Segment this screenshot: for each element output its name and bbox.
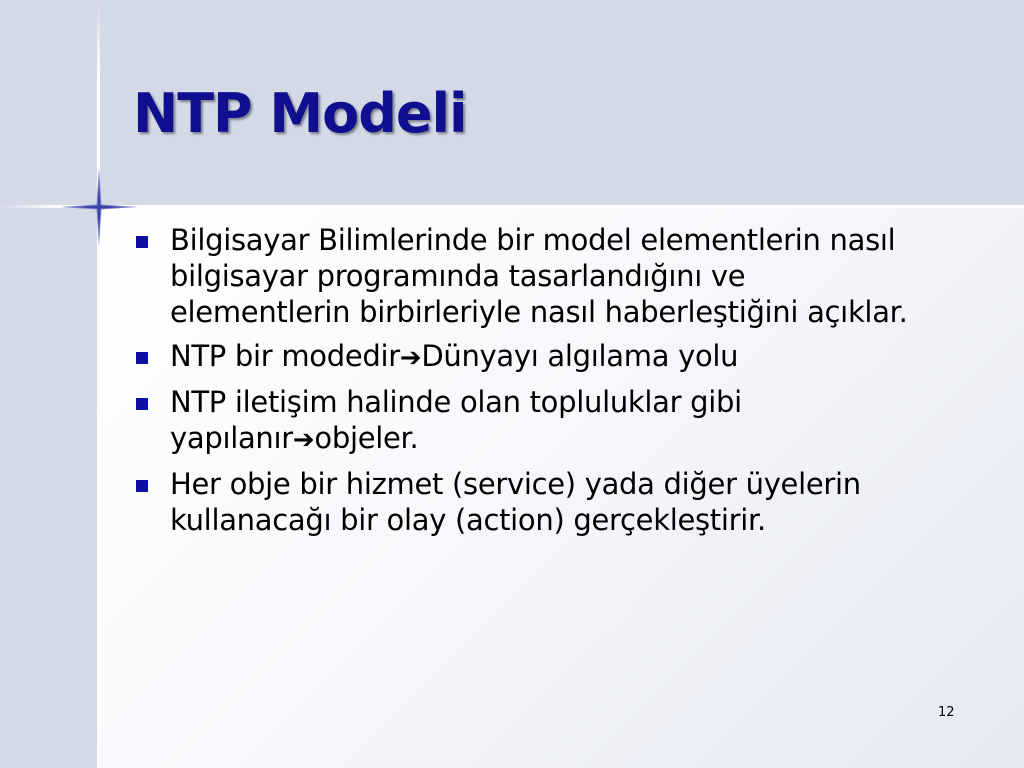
bullet-text: Bilgisayar Bilimlerinde bir model elementlerin nasıl bilgisayar programında tasarlandığını ve elementlerin birbirleriyle nasıl haberleştiğini açıklar. [170, 223, 908, 329]
bullet-list [130, 222, 910, 546]
horizontal-divider [0, 205, 1024, 208]
bullet-item [130, 384, 910, 458]
bullet-item [130, 338, 910, 376]
square-bullet-icon [136, 398, 148, 410]
bullet-item [130, 222, 910, 330]
square-bullet-icon [136, 352, 148, 364]
left-band [0, 207, 98, 768]
bullet-text-after: Dünyayı algılama yolu [421, 339, 739, 373]
bullet-text-before: NTP bir modedir [170, 339, 400, 373]
square-bullet-icon [136, 480, 148, 492]
four-point-star-icon [60, 168, 138, 246]
bullet-text: Her obje bir hizmet (service) yada diğer üyelerin kullanacağı bir olay (action) gerçekleştirir. [170, 467, 861, 537]
slide-page-number: 12 [938, 705, 955, 720]
slide-title: NTP Modeli [133, 82, 467, 145]
right-arrow-icon: ➔ [292, 425, 315, 455]
bullet-item [130, 466, 910, 538]
vertical-divider [97, 0, 100, 768]
right-arrow-icon: ➔ [399, 343, 422, 373]
bullet-text-before: NTP iletişim halinde olan topluluklar gibi yapılanır [170, 385, 742, 455]
square-bullet-icon [136, 236, 148, 248]
bullet-text-after: objeler. [314, 421, 419, 455]
